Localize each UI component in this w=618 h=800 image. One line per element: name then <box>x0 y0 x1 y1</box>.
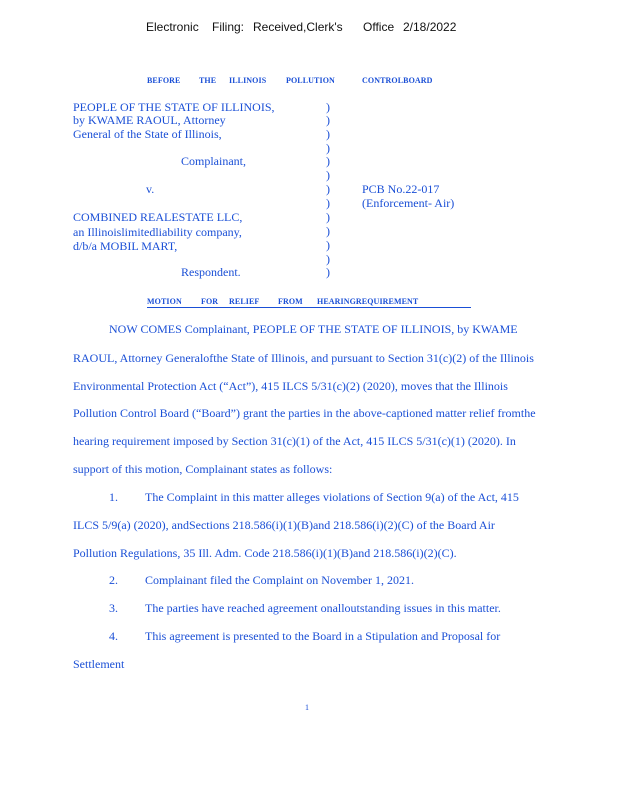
defendant-line: an Illinoislimitedliability company, <box>73 225 242 239</box>
motion-title-word: FOR <box>201 297 219 306</box>
respondent-label: Respondent. <box>181 265 241 279</box>
caption-paren: ) <box>326 182 330 196</box>
item-number: 3. <box>109 601 118 615</box>
motion-title-word: MOTION <box>147 297 182 306</box>
body-line: hearing requirement imposed by Section 31(c)(1) of the Act, 415 ILCS 5/31(c)(1) (2020). In <box>73 434 516 448</box>
versus-label: v. <box>146 182 155 196</box>
plaintiff-line: General of the State of Illinois, <box>73 127 222 141</box>
body-line: This agreement is presented to the Board in a Stipulation and Proposal for <box>145 629 501 643</box>
board-heading-word: CONTROLBOARD <box>362 76 433 85</box>
body-line: NOW COMES Complainant, PEOPLE OF THE STATE OF ILLINOIS, by KWAME <box>109 322 518 336</box>
body-line: RAOUL, Attorney Generalofthe State of Illinois, and pursuant to Section 31(c)(2) of the Illinois <box>73 351 534 365</box>
case-type: (Enforcement- Air) <box>362 196 455 210</box>
body-line: support of this motion, Complainant states as follows: <box>73 462 333 476</box>
complainant-label: Complainant, <box>181 154 246 168</box>
body-line: ILCS 5/9(a) (2020), andSections 218.586(i)(1)(B)and 218.586(i)(2)(C) of the Board Air <box>73 518 495 532</box>
item-number: 1. <box>109 490 118 504</box>
caption-paren: ) <box>326 154 330 168</box>
case-number: PCB No.22-017 <box>362 182 440 196</box>
motion-title-word: HEARINGREQUIREMENT <box>317 297 419 306</box>
body-line: Pollution Regulations, 35 Ill. Adm. Code 218.586(i)(1)(B)and 218.586(i)(2)(C). <box>73 546 457 560</box>
caption-paren: ) <box>326 127 330 141</box>
board-heading-word: BEFORE <box>147 76 181 85</box>
motion-title-word: RELIEF <box>229 297 260 306</box>
caption-paren: ) <box>326 265 330 279</box>
body-line: Settlement <box>73 657 125 671</box>
board-heading-word: POLLUTION <box>286 76 335 85</box>
filing-date: 2/18/2022 <box>403 20 457 34</box>
body-line: Pollution Control Board (“Board”) grant the parties in the above-captioned matter relief fromthe <box>73 406 536 420</box>
body-line: Environmental Protection Act (“Act”), 415 ILCS 5/31(c)(2) (2020), moves that the Illinois <box>73 379 508 393</box>
defendant-line: COMBINED REALESTATE LLC, <box>73 210 243 224</box>
caption-paren: ) <box>326 196 330 210</box>
caption-paren: ) <box>326 113 330 127</box>
body-line: The parties have reached agreement onalloutstanding issues in this matter. <box>145 601 501 615</box>
plaintiff-line: PEOPLE OF THE STATE OF ILLINOIS, <box>73 100 275 114</box>
body-line: The Complaint in this matter alleges violations of Section 9(a) of the Act, 415 <box>145 490 519 504</box>
item-number: 4. <box>109 629 118 643</box>
caption-paren: ) <box>326 252 330 266</box>
plaintiff-line: by KWAME RAOUL, Attorney <box>73 113 226 127</box>
filing-electronic: Electronic <box>146 20 199 34</box>
caption-paren: ) <box>326 168 330 182</box>
item-number: 2. <box>109 573 118 587</box>
body-line: Complainant filed the Complaint on November 1, 2021. <box>145 573 414 587</box>
board-heading-word: ILLINOIS <box>229 76 267 85</box>
defendant-line: d/b/a MOBIL MART, <box>73 239 178 253</box>
filing-word: Filing: <box>212 20 245 34</box>
caption-paren: ) <box>326 210 330 224</box>
caption-paren: ) <box>326 224 330 238</box>
filing-office: Office <box>363 20 395 34</box>
caption-paren: ) <box>326 100 330 114</box>
page-number: 1 <box>305 703 309 712</box>
caption-paren: ) <box>326 238 330 252</box>
board-heading-word: THE <box>199 76 217 85</box>
motion-title-word: FROM <box>278 297 303 306</box>
caption-paren: ) <box>326 141 330 155</box>
motion-title-underline <box>147 307 471 308</box>
filing-received: Received,Clerk's <box>253 20 343 34</box>
